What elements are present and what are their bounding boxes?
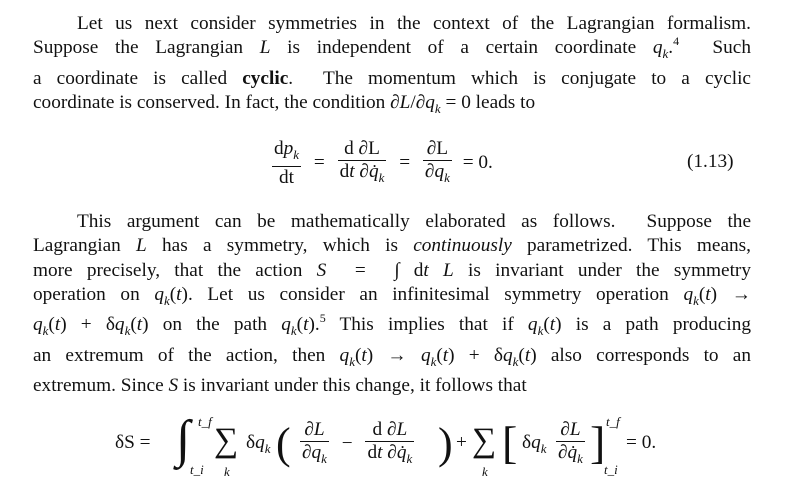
p2-line-4: operation on $q_k(t)$. Let us consider an infinitesimal symmetry operation $q_k(t)$ → xyxy=(33,284,751,309)
p1-line-4: coordinate is conserved. In fact, the condition $\partial L/\partial q_k = 0$ leads to xyxy=(33,92,536,116)
p2-line-2: Lagrangian L has a symmetry, which is continuously parametrized. This means, xyxy=(33,235,751,257)
bracket-upper-limit: t_f xyxy=(606,414,620,429)
eq-action-tail: = 0. xyxy=(626,432,657,453)
p2-line-6: an extremum of the action, then $q_k(t) \to q_k(t) + \delta q_k(t)$ also corresponds to an xyxy=(33,344,751,369)
lower-limit: t_i xyxy=(190,462,204,477)
left-paren: ( xyxy=(276,419,291,468)
p2-line-1: This argument can be mathematically elaborated as follows. Suppose the xyxy=(77,211,751,232)
left-bracket: [ xyxy=(502,417,518,468)
integral-sign: ∫ xyxy=(176,411,191,468)
equation-number: (1.13) xyxy=(687,151,734,172)
p1-line-3: a coordinate is called cyclic. The momentum which is conjugate to a cyclic xyxy=(33,67,751,89)
right-bracket: ] xyxy=(590,417,606,468)
paragraph-2 xyxy=(33,210,751,398)
right-paren: ) xyxy=(438,419,453,468)
eq-action-lhs: δS = xyxy=(115,432,151,453)
eq-action-frac-1: $\frac{\partial L}{\partial q_k}$ − $\frac{d \partial L}{dt \partial q̇_k}$ xyxy=(302,419,413,466)
plus-sign: + xyxy=(456,432,467,453)
eq-action-frac-2: $\frac{\partial L}{\partial q̇_k}$ xyxy=(558,419,583,466)
paragraph-1 xyxy=(33,12,751,121)
p1-line-1: Let us next consider symmetries in the context of the Lagrangian formalism. xyxy=(77,13,751,34)
delta-q: $\delta q_k$ xyxy=(246,432,271,456)
sum-sign-2: ∑ xyxy=(472,422,497,459)
p2-line-5: $q_k(t) + \delta q_k(t)$ on the path $q_k(t).^5$ This implies that if $q_k(t)$ is a path producing xyxy=(33,311,751,339)
footnote-mark-4: 4 xyxy=(673,34,680,49)
sum-sign-1: ∑ xyxy=(214,422,239,459)
bracket-lower-limit: t_i xyxy=(604,462,618,477)
term-cyclic: cyclic xyxy=(242,67,289,89)
upper-limit: t_f xyxy=(198,414,212,429)
eq113-lhs-fraction: $\frac{dp_k}{dt}$ xyxy=(274,138,300,188)
sum-index-1: k xyxy=(224,464,230,479)
equation-1-13: $\frac{dp_k}{dt}$ = $\frac{d \partial L}{dt \partial q̇_k}$ = $\frac{\partial L}{\partial q_k}$ = 0. xyxy=(274,138,493,188)
eq113-tail: = 0. xyxy=(462,152,493,174)
delta-q-2: $\delta q_k$ xyxy=(522,432,547,456)
footnote-mark-5: 5 xyxy=(319,311,326,326)
eq113-mid-fraction: $\frac{d \partial L}{dt \partial q̇_k}$ xyxy=(339,138,385,185)
sum-index-2: k xyxy=(482,464,488,479)
eq113-rhs-fraction: $\frac{\partial L}{\partial q_k}$ xyxy=(424,138,450,185)
p2-line-3: more precisely, that the action S = ∫ dt L is invariant under the symmetry xyxy=(33,259,751,281)
p2-line-7: extremum. Since S is invariant under this change, it follows that xyxy=(33,375,527,397)
term-continuously: continuously xyxy=(413,235,512,257)
p1-line-2: Suppose the Lagrangian L is independent of a certain coordinate $q_k.^4$ Such xyxy=(33,34,751,62)
